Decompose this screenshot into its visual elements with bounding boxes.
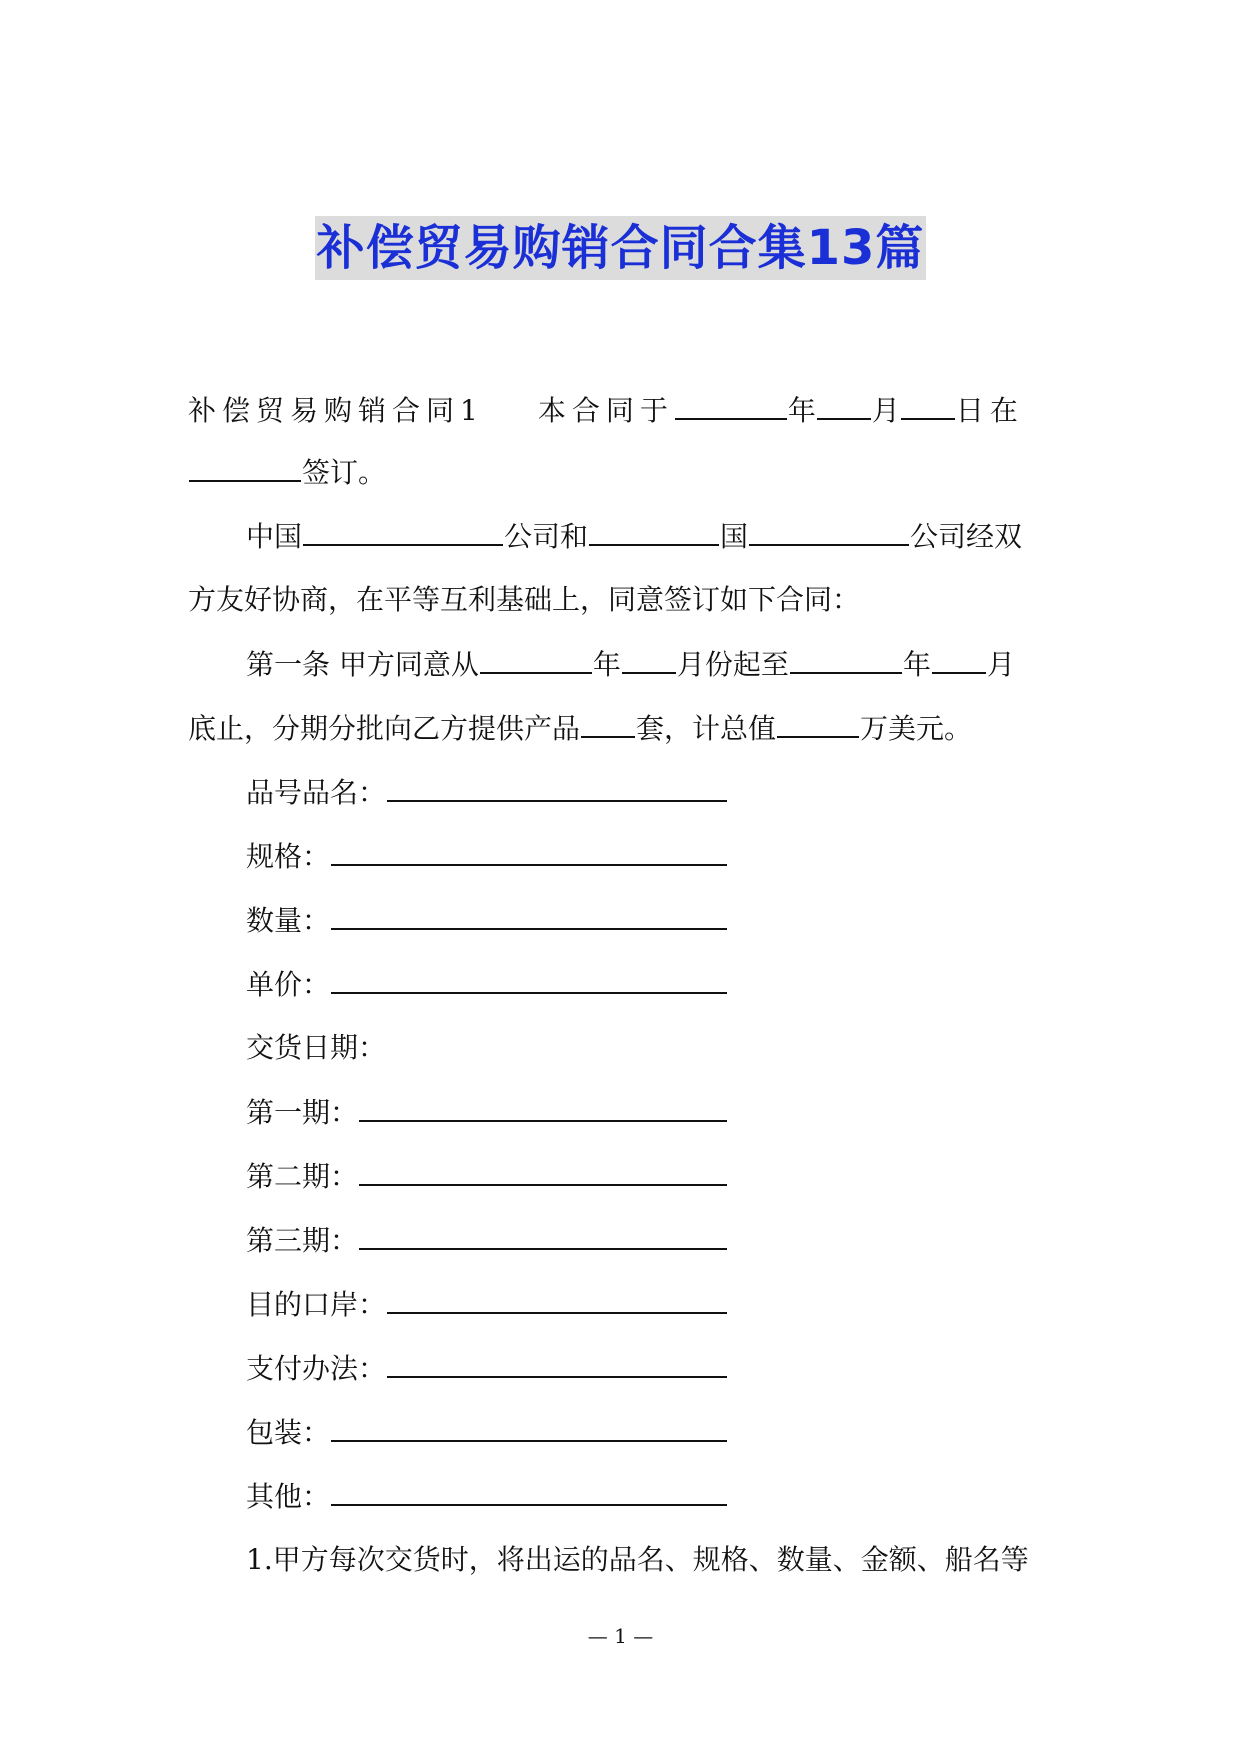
field-item <box>246 772 728 813</box>
blank-country[interactable] <box>589 516 719 546</box>
blank-end-year[interactable] <box>790 644 902 674</box>
field-label: 第一期： <box>246 1096 359 1129</box>
field-item <box>246 900 728 941</box>
field-item <box>246 1412 728 1453</box>
field-blank[interactable] <box>387 1284 727 1314</box>
field-label: 规格： <box>246 840 331 873</box>
field-label: 第三期： <box>246 1224 359 1257</box>
start-year-label: 年 <box>592 648 621 681</box>
field-blank[interactable] <box>387 1348 727 1378</box>
field-item <box>246 836 728 877</box>
blank-foreign-company[interactable] <box>749 516 909 546</box>
blank-place[interactable] <box>189 452 301 482</box>
day-label: 日在 <box>955 394 1024 427</box>
signed-label: 签订。 <box>302 456 387 489</box>
field-item <box>246 1476 728 1517</box>
field-item <box>246 964 728 1005</box>
blank-month[interactable] <box>817 390 871 420</box>
country-label: 国 <box>720 520 749 553</box>
field-label: 交货日期： <box>246 1031 387 1064</box>
field-label: 单价： <box>246 968 331 1001</box>
blank-sets[interactable] <box>581 708 635 738</box>
end-month-label: 月 <box>986 648 1015 681</box>
field-label: 第二期： <box>246 1160 359 1193</box>
article1-start: 第一条 甲方同意从 <box>246 648 479 681</box>
field-blank[interactable] <box>359 1092 727 1122</box>
end-year-label: 年 <box>902 648 931 681</box>
article1-line-1 <box>246 644 1015 685</box>
document-title: 补偿贸易购销合同合集13篇 <box>315 216 927 280</box>
field-label: 目的口岸： <box>246 1288 387 1321</box>
field-blank[interactable] <box>359 1156 727 1186</box>
field-item <box>246 1348 728 1389</box>
contract-heading: 补偿贸易购销合同1 <box>188 394 484 427</box>
field-label: 品号品名： <box>246 776 387 809</box>
field-item <box>246 1284 728 1325</box>
blank-year[interactable] <box>675 390 787 420</box>
company-via-label: 公司经双 <box>910 520 1023 553</box>
blank-start-year[interactable] <box>480 644 592 674</box>
month-from-label: 月份起至 <box>676 648 789 681</box>
field-blank[interactable] <box>331 1412 727 1442</box>
field-item <box>246 1092 728 1133</box>
field-blank[interactable] <box>359 1220 727 1250</box>
page-number: — 1 — <box>587 1624 654 1648</box>
para2-line-1 <box>246 516 1022 557</box>
month-label: 月 <box>871 394 900 427</box>
field-blank[interactable] <box>331 1476 727 1506</box>
usd-label: 万美元。 <box>860 712 973 745</box>
blank-end-month[interactable] <box>932 644 986 674</box>
blank-day[interactable] <box>901 390 955 420</box>
title-wrap <box>0 216 1241 280</box>
field-blank[interactable] <box>331 836 727 866</box>
sets-label: 套，计总值 <box>636 712 777 745</box>
para2-line-2: 方友好协商，在平等互利基础上，同意签订如下合同： <box>188 583 861 616</box>
blank-total[interactable] <box>777 708 859 738</box>
field-item <box>246 1220 728 1261</box>
field-label: 数量： <box>246 904 331 937</box>
field-label: 其他： <box>246 1480 331 1513</box>
field-blank[interactable] <box>387 772 727 802</box>
company-and-label: 公司和 <box>504 520 589 553</box>
intro-line-2 <box>188 452 386 493</box>
field-item <box>246 1156 728 1197</box>
blank-china-company[interactable] <box>303 516 503 546</box>
china-label: 中国 <box>246 520 303 553</box>
supply-text: 底止，分期分批向乙方提供产品 <box>188 712 581 745</box>
year-label: 年 <box>787 394 816 427</box>
field-blank[interactable] <box>331 900 727 930</box>
field-blank[interactable] <box>331 964 727 994</box>
field-label: 包装： <box>246 1416 331 1449</box>
intro-text: 本合同于 <box>537 394 674 427</box>
article1-line-2 <box>188 708 972 749</box>
clause-1: 1.甲方每次交货时，将出运的品名、规格、数量、金额、船名等 <box>246 1543 1029 1576</box>
field-item <box>246 1028 386 1068</box>
blank-start-month[interactable] <box>622 644 676 674</box>
field-label: 支付办法： <box>246 1352 387 1385</box>
intro-line-1 <box>188 390 1024 431</box>
